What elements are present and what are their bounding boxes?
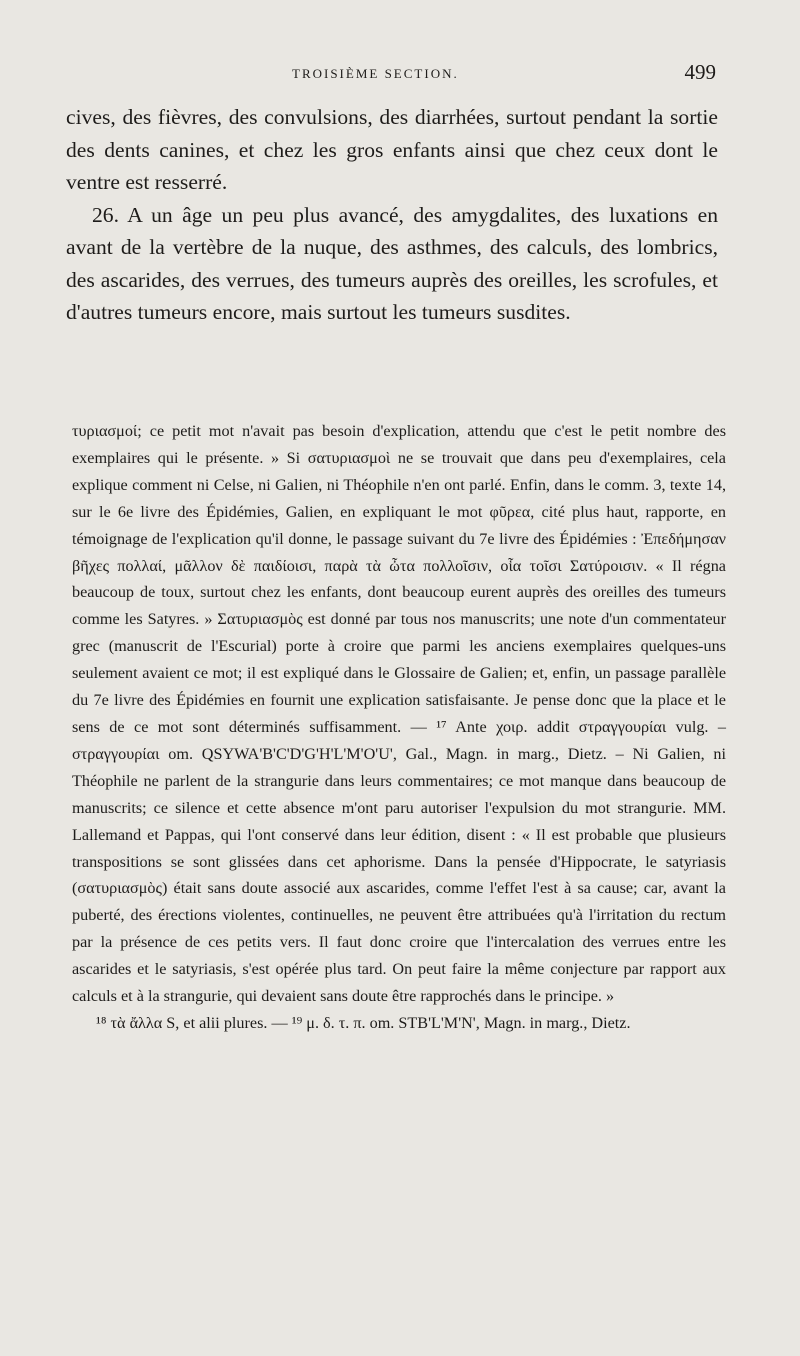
main-text bbox=[66, 101, 718, 329]
footnote-18-19: ¹⁸ τὰ ἄλλα S, et alii plures. — ¹⁹ μ. δ. τ. π. om. STB'L'M'N', Magn. in marg., Dietz. bbox=[96, 1013, 631, 1032]
page-header bbox=[66, 60, 716, 86]
main-paragraph-1: cives, des fièvres, des convulsions, des diarrhées, surtout pendant la sortie des dents canines, et chez les gros enfants ainsi que chez ceux dont le ventre est resserré. bbox=[66, 105, 718, 194]
footnote-main: τυριασμοί; ce petit mot n'avait pas besoin d'explication, attendu que c'est le petit nombre des exemplaires qui le présente. » Si σατυριασμοὶ ne se trouvait que dans peu d'exemplaires, cela explique comment ni Celse, ni Galien, ni Théophile n'en ont parlé. Enfin, dans le comm. 3, texte 14, sur le 6e livre des Épidémies, Galien, en expliquant le mot φῦρεα, cité plus haut, rapporte, en témoignage de l'explication qu'il donne, le passage suivant du 7e livre des Épidémies : Ἐπεδήμησαν βῆχες πολλαί, μᾶλλον δὲ παιδίοισι, παρὰ τὰ ὦτα πολλοῖσιν, οἷα τοῖσι Σατύροισιν. « Il régna beaucoup de toux, surtout chez les enfants, dont beaucoup eurent auprès des oreilles des tumeurs comme les Satyres. » Σατυριασμὸς est donné par tous nos manuscrits; une note d'un commentateur grec (manuscrit de l'Escurial) porte à croire que parmi les anciens exemplaires quelques-uns seulement avaient ce mot; il est expliqué dans le Glossaire de Galien; et, enfin, un passage parallèle du 7e livre des Épidémies en fournit une explication satisfaisante. Je pense donc que la place et le sens de ce mot sont déterminés suffisamment. — ¹⁷ Ante χοιρ. addit στραγγουρίαι vulg. – στραγγουρίαι om. QSYWA'B'C'D'G'H'L'M'O'U', Gal., Magn. in marg., Dietz. – Ni Galien, ni Théophile ne parlent de la strangurie dans leurs commentaires; ce mot manque dans beaucoup de manuscrits; ce silence et cette absence m'ont paru autoriser l'expulsion du mot strangurie. MM. Lallemand et Pappas, qui l'ont conservé dans leur édition, disent : « Il est probable que plusieurs transpositions se sont glissées dans cet aphorisme. Dans la pensée d'Hippocrate, le satyriasis (σατυριασμὸς) était sans doute associé aux ascarides, comme l'effet l'est à sa cause; car, avant la puberté, des érections violentes, continuelles, ne peuvent être attribuées qu'à l'irritation du rectum par la présence de ces petits vers. Il faut donc croire que l'intercalation des verrues entre les ascarides et le satyriasis, s'est opérée plus tard. On peut faire la même conjecture par rapport aux calculs et à la strangurie, qui devaient sans doute être rapprochés dans le principe. » bbox=[72, 422, 726, 1006]
page-number: 499 bbox=[684, 60, 716, 84]
main-paragraph-2: 26. A un âge un peu plus avancé, des amygdalites, des luxations en avant de la vertèbre de la nuque, des asthmes, des calculs, des lombrics, des ascarides, des verrues, des tumeurs auprès des oreilles, les scrofules, et d'autres tumeurs encore, mais surtout les tumeurs susdites. bbox=[66, 202, 718, 324]
running-head: TROISIÈME SECTION. bbox=[292, 66, 459, 81]
footnotes bbox=[72, 418, 726, 1037]
